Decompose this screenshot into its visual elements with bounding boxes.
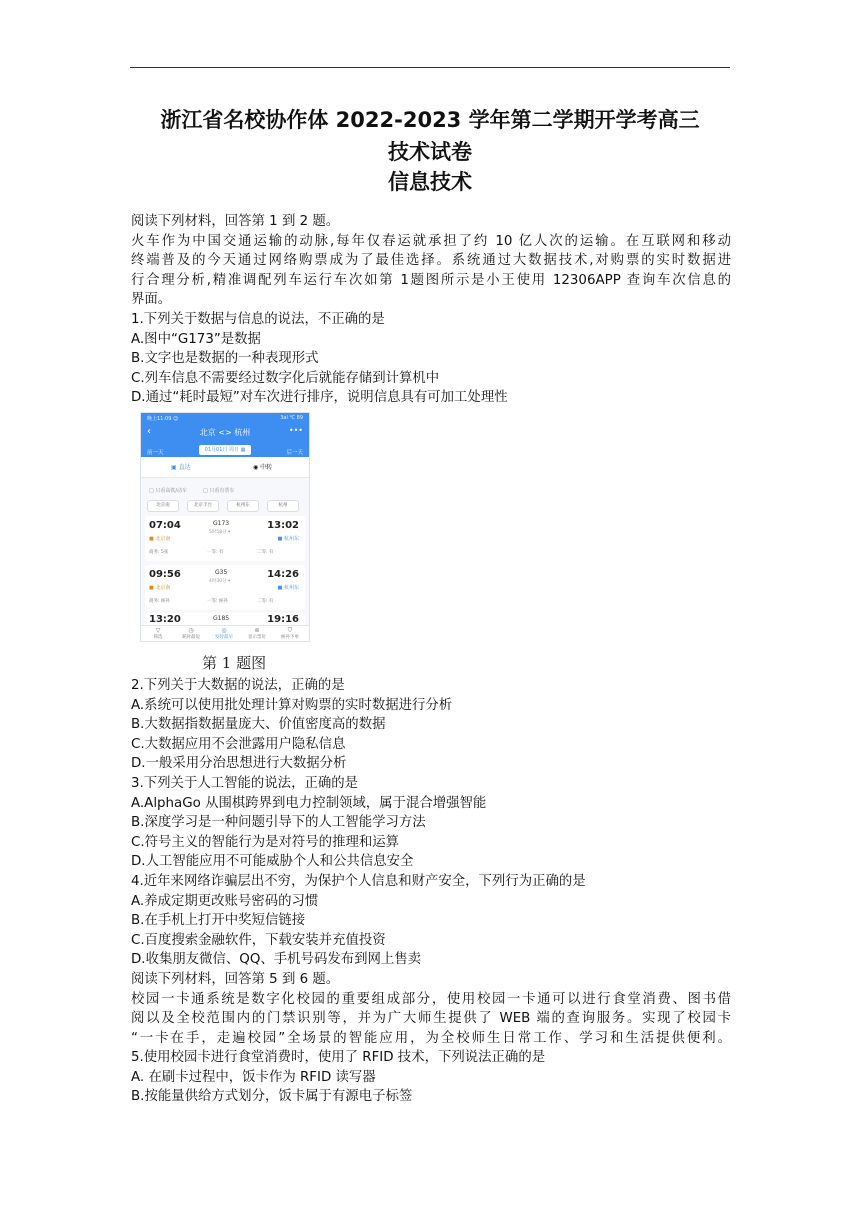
text-line: 校园一卡通系统是数字化校园的重要组成部分，使用校园一卡通可以进行食堂消费、图书借 <box>131 991 731 1007</box>
nav-earliest <box>209 627 239 640</box>
option-2d: D.一般采用分治思想进行大数据分析 <box>131 756 347 772</box>
seat-first: 一等: 候补 <box>207 599 228 604</box>
seat-first: 一等: 有 <box>207 550 224 555</box>
arrival-time: 19:16 <box>267 614 299 625</box>
text-line: 界面。 <box>131 292 172 308</box>
option-3b: B.深度学习是一种问题引导下的人工智能学习方法 <box>131 815 426 831</box>
option-5a: A. 在刷卡过程中，饭卡作为 RFID 读写器 <box>131 1069 376 1085</box>
destination-station: ■ 杭州东 <box>277 585 299 591</box>
nav-label: 显示票价 <box>248 635 266 640</box>
option-3d: D.人工智能应用不可能威胁个人和公共信息安全 <box>131 854 414 870</box>
option-1d: D.通过“耗时最短”对车次进行排序，说明信息具有可加工处理性 <box>131 390 508 406</box>
question-4: 4.近年来网络诈骗层出不穷，为保护个人信息和财产安全，下列行为正确的是 <box>131 873 586 889</box>
seat-second: 二等: 有 <box>257 550 274 555</box>
text-line: 阅读下列材料，回答第 1 到 2 题。 <box>131 214 340 229</box>
seat-business: 商务: 候补 <box>149 599 170 604</box>
train-number: G185 <box>213 615 230 622</box>
option-2a: A.系统可以使用批处理计算对购票的实时数据进行分析 <box>131 697 453 713</box>
back-arrow-icon: ‹ <box>147 426 151 437</box>
material-intro-2: 阅读下列材料，回答第 5 到 6 题。 <box>131 971 340 987</box>
app-screenshot-figure <box>140 412 310 642</box>
price-icon: ⊚ <box>254 627 260 634</box>
origin-station: ■ 北京南 <box>149 585 171 591</box>
filter-icon: ▽ <box>155 627 161 634</box>
option-4b: B.在手机上打开中奖短信链接 <box>131 913 306 929</box>
option-1a: A.图中“G173”是数据 <box>131 331 261 347</box>
train-card <box>145 565 305 610</box>
app-bottom-nav <box>141 625 309 642</box>
seat-second: 二等: 有 <box>257 599 274 604</box>
text-line: 终端普及的今天通过网络购票成为了最佳选择。系统通过大数据技术,对购票的实时数据进 <box>131 253 731 269</box>
target-icon: ◎ <box>221 627 227 634</box>
train-number: G35 <box>215 569 228 576</box>
nav-price <box>242 627 272 640</box>
nav-label: 候补下单 <box>281 635 299 640</box>
exam-title: 浙江省名校协作体 2022-2023 学年第二学期开学考高三 <box>160 108 700 132</box>
option-4d: D.收集朋友微信、QQ、手机号码发布到网上售卖 <box>131 952 422 968</box>
status-icons: 3al ℃ 89 <box>280 415 303 421</box>
nav-label: 筛选 <box>153 635 163 640</box>
text-line: “一卡在手，走遍校园”全场景的智能应用，为全校师生日常工作、学习和生活提供便利。 <box>131 1030 731 1046</box>
destination-station: ■ 杭州东 <box>277 536 299 542</box>
option-3a: A.AlphaGo 从围棋跨界到电力控制领域，属于混合增强智能 <box>131 795 487 811</box>
option-3c: C.符号主义的智能行为是对符号的推理和运算 <box>131 834 400 850</box>
option-5b: B.按能量供给方式划分，饭卡属于有源电子标签 <box>131 1089 413 1105</box>
question-2: 2.下列关于大数据的说法，正确的是 <box>131 678 345 693</box>
departure-time: 13:20 <box>149 614 181 625</box>
option-2c: C.大数据应用不会泄露用户隐私信息 <box>131 736 346 752</box>
clock-icon: ◷ <box>188 627 194 634</box>
option-4a: A.养成定期更改账号密码的习惯 <box>131 893 319 909</box>
questions-block <box>131 676 731 1107</box>
train-number: G173 <box>213 520 230 527</box>
next-day-label: 后一天 <box>286 450 303 456</box>
arrival-time: 13:02 <box>267 520 299 531</box>
text-line: 阅以及全校范围内的门禁识别等，并为广大师生提供了 WEB 端的查询服务。实现了校园卡 <box>131 1011 731 1027</box>
cart-icon: ⛉ <box>287 627 293 634</box>
app-header <box>141 413 309 457</box>
nav-shortest <box>176 627 206 640</box>
origin-station: ■ 北京南 <box>149 536 171 542</box>
exam-subtitle: 技术试卷 <box>388 140 472 164</box>
option-4c: C.百度搜索金融软件，下载安装并充值投资 <box>131 932 386 948</box>
nav-filter <box>143 627 173 640</box>
app-tabs <box>141 457 309 478</box>
prev-day-label: 前一天 <box>147 450 164 456</box>
header-rule <box>130 67 730 68</box>
station-chip: 北京丰台 <box>187 500 219 512</box>
trip-duration: 4时30分 ▾ <box>209 579 231 584</box>
material-block-1 <box>131 212 731 408</box>
departure-time: 07:04 <box>149 520 181 531</box>
nav-label: 耗时最短 <box>182 635 200 640</box>
seat-business: 商务: 5张 <box>149 550 169 555</box>
station-chip: 北京南 <box>147 500 179 512</box>
question-5: 5.使用校园卡进行食堂消费时，使用了 RFID 技术，下列说法正确的是 <box>131 1050 546 1066</box>
figure-caption: 第 1 题图 <box>202 654 267 672</box>
text-line: 火车作为中国交通运输的动脉,每年仅春运就承担了约 10 亿人次的运输。在互联网和移动 <box>131 233 731 249</box>
date-pill: 01月01日 周日 ▦ <box>199 445 251 455</box>
tab-direct: ▣ 直达 <box>171 464 191 471</box>
status-time: 晚上11:09 ☺ <box>147 416 179 422</box>
option-1b: B.文字也是数据的一种表现形式 <box>131 351 319 367</box>
tab-transfer: ◉ 中转 <box>253 464 273 471</box>
filter-high-speed: □ 只看高铁/动车 <box>149 488 187 494</box>
arrival-time: 14:26 <box>267 569 299 580</box>
subject-title: 信息技术 <box>388 170 472 194</box>
route-title: 北京 <> 杭州 <box>199 428 251 437</box>
filter-has-ticket: □ 只看有票车 <box>203 488 235 494</box>
more-icon: ••• <box>288 426 303 435</box>
station-chip: 杭州 <box>267 500 299 512</box>
option-1c: C.列车信息不需要经过数字化后就能存储到计算机中 <box>131 370 440 386</box>
trip-duration: 5时58分 ▾ <box>209 530 231 535</box>
nav-waitlist <box>275 627 305 640</box>
question-1: 1.下列关于数据与信息的说法，不正确的是 <box>131 311 385 327</box>
station-chip: 杭州东 <box>227 500 259 512</box>
option-2b: B.大数据指数据量庞大、价值密度高的数据 <box>131 717 386 733</box>
train-card <box>145 516 305 561</box>
question-3: 3.下列关于人工智能的说法，正确的是 <box>131 775 359 791</box>
text-line: 行合理分析,精准调配列车运行车次如第 1题图所示是小王使用 12306APP 查询车次信息的 <box>131 272 731 288</box>
departure-time: 09:56 <box>149 569 181 580</box>
nav-label: 发时最早 <box>215 635 233 640</box>
